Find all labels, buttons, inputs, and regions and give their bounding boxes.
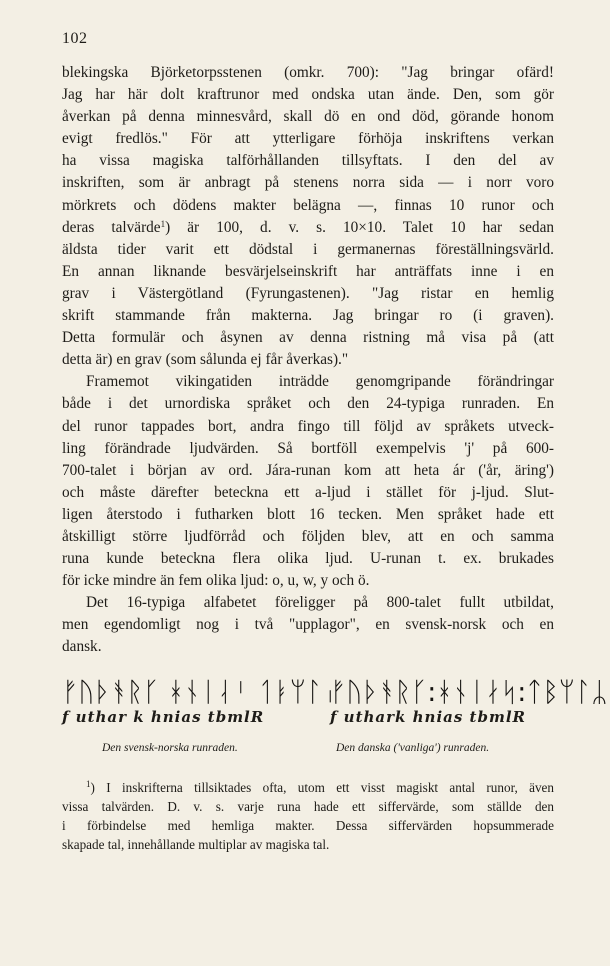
text-line: evigt fredlös." För att ytterligare förhöja inskriftens verkan <box>62 130 554 148</box>
text-line: En annan liknande besvärjelseinskrift har anträffats inne i en <box>62 262 554 280</box>
text-line: skrift stammande från makterna. Jag bringar ro (i graven). <box>62 307 554 325</box>
swedish-runes: ᚠᚢᚦᚬᚱᚴ ᚼᚾᛁᛆᛌ ᛐᛓᛘᛚᛧ <box>62 677 339 708</box>
text-line-part: ) är 100, d. v. s. 10×10. Talet 10 har sedan <box>165 218 555 236</box>
text-line: åtskilligt större ljudförråd och följden blev, att en och samma <box>62 527 554 545</box>
swedish-norwegian-rune-row <box>62 677 339 726</box>
text-line: mörkrets och dödens makter belägna —, finnas 10 runor och <box>62 196 554 214</box>
text-line: ling förändrade ljudvärden. Så bortföll exempelvis 'j' på 600- <box>62 439 554 457</box>
body-text <box>62 62 554 659</box>
danish-runes: ᚠᚢᚦᚬᚱᚴ:ᚼᚾᛁᛅᛋ:ᛏᛒᛘᛚᛦ <box>330 677 608 708</box>
footnote-line: vissa talvärden. D. v. s. varje runa hade ett siffervärde, som ställde den <box>62 799 554 814</box>
text-line: detta är) en grav (som sålunda ej får åverkas)." <box>62 351 349 369</box>
page-number: 102 <box>62 30 88 47</box>
text-line: Jag har här dolt kraftrunor med ondska utan ände. Den, som gör <box>62 86 554 104</box>
text-line: men egendomligt nog i två "upplagor", en svensk-norsk och en <box>62 616 554 634</box>
text-line: dansk. <box>62 638 102 656</box>
text-line: ha vissa magiska talförhållanden tillsyftats. I den del av <box>62 152 554 170</box>
text-line: ligen återstodo i futharken blott 16 tecken. Men språket hade ett <box>62 505 554 523</box>
text-line: runa kunde beteckna flera olika ljud. U-runan t. ex. brukades <box>62 550 554 568</box>
text-line-part: deras talvärde <box>62 218 161 236</box>
text-line: inskriften, som är anbragt på stenens norra sida — i norr voro <box>62 174 554 192</box>
text-line: Det 16-typiga alfabetet föreligger på 800-talet fullt utbildat, <box>86 594 554 612</box>
text-line: för icke mindre än fem olika ljud: o, u, w, y och ö. <box>62 572 370 590</box>
footnote <box>62 778 554 854</box>
footnote-line <box>62 778 554 797</box>
footnote-marker: 1 <box>86 779 91 789</box>
text-line: äldsta tider varit ett dödstal i germanernas föreställningsvärld. <box>62 240 554 258</box>
text-line: åverkan på denna minnesvård, skall dö en ond död, görande honom <box>62 108 554 126</box>
swedish-caption: Den svensk-norska runraden. <box>102 742 238 754</box>
text-line: del runor tappades bort, andra fingo till följd av språkets utveck- <box>62 417 554 435</box>
text-line: Framemot vikingatiden inträdde genomgripande förändringar <box>86 373 554 391</box>
text-line: Detta formulär och åsynen av denna ristning må visa på (att <box>62 329 554 347</box>
footnote-line: i förbindelse med hemliga makter. Dessa siffervärden hopsummerade <box>62 818 554 833</box>
danish-caption: Den danska ('vanliga') runraden. <box>336 742 490 754</box>
swedish-transliteration: f uthar k hnias tbmlR <box>62 708 265 726</box>
footnote-marker: 1 <box>160 218 166 229</box>
footnote-line-part: ) I inskrifterna tillsiktades ofta, utom ett visst magiskt antal runor, även <box>90 780 554 795</box>
danish-transliteration: f uthark hnias tbmlR <box>330 708 527 726</box>
text-line: blekingska Björketorpsstenen (omkr. 700): "Jag bringar ofärd! <box>62 64 554 81</box>
text-line: och måste därefter beteckna ett a-ljud i stället för j-ljud. Slut- <box>62 483 554 501</box>
text-line: grav i Västergötland (Fyrungastenen). "Jag ristar en hemlig <box>62 284 554 302</box>
text-line: både i det urnordiska språket och den 24-typiga runraden. En <box>62 395 554 413</box>
footnote-line: skapade tal, innehållande multiplar av magiska tal. <box>62 837 330 852</box>
danish-rune-row <box>330 677 608 726</box>
text-line <box>62 217 554 239</box>
text-line: 700-talet i början av ord. Jára-runan kom att heta ár ('år, äring') <box>62 461 554 479</box>
